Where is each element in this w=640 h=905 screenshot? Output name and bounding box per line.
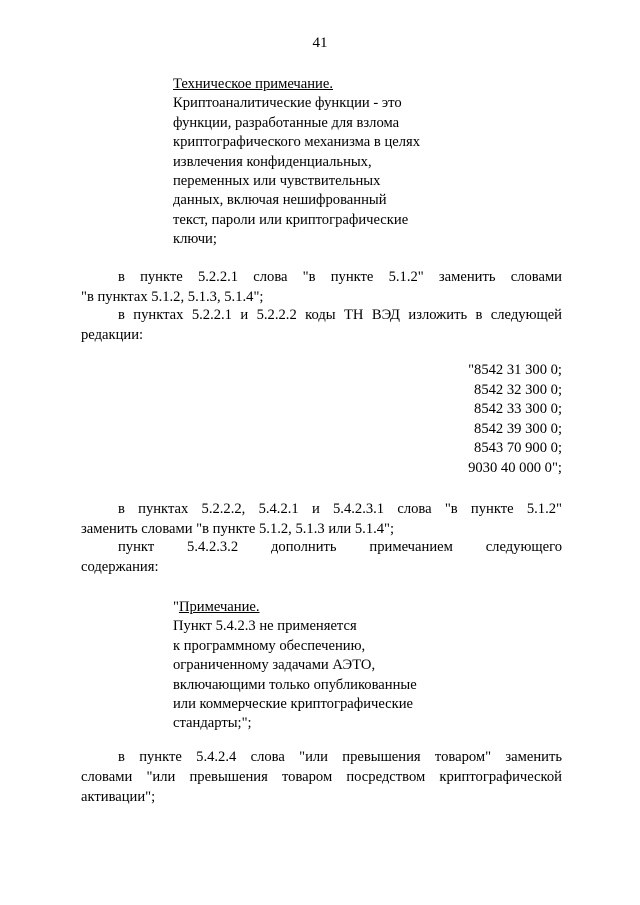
technical-note-line: Криптоаналитические функции - это	[173, 95, 402, 112]
note-line: включающими только опубликованные	[173, 676, 417, 693]
technical-note-line: переменных или чувствительных	[173, 173, 381, 190]
page-number: 41	[312, 35, 328, 51]
opening-quote: "	[173, 599, 179, 615]
technical-note-line: ключи;	[173, 231, 217, 248]
paragraph-line: в пункте 5.2.2.1 слова "в пункте 5.1.2" заменить словами	[118, 269, 562, 285]
customs-codes-list	[454, 361, 562, 479]
note-block	[173, 598, 473, 734]
technical-note-line: данных, включая нешифрованный	[173, 192, 387, 209]
paragraph-line: заменить словами "в пункте 5.1.2, 5.1.3 или 5.1.4";	[81, 520, 395, 537]
note-line: стандарты;";	[173, 715, 252, 732]
technical-note-line: функции, разработанные для взлома	[173, 114, 400, 131]
technical-note-line: извлечения конфиденциальных,	[173, 153, 372, 170]
amendment-paragraph-5-2-2-1	[81, 268, 562, 308]
paragraph-line: активации";	[81, 788, 156, 805]
paragraph-line: в пунктах 5.2.2.2, 5.4.2.1 и 5.4.2.3.1 слова "в пункте 5.1.2"	[118, 501, 562, 517]
customs-code: 9030 40 000 0";	[468, 459, 562, 476]
technical-note-line: криптографического механизма в целях	[173, 134, 421, 151]
paragraph-line: пункт 5.4.2.3.2 дополнить примечанием следующего	[118, 539, 562, 555]
technical-note-line: текст, пароли или криптографические	[173, 211, 409, 228]
note-line: Пункт 5.4.2.3 не применяется	[173, 618, 357, 635]
paragraph-line: в пунктах 5.2.2.1 и 5.2.2.2 коды ТН ВЭД изложить в следующей	[118, 307, 562, 323]
technical-note-title: Техническое примечание.	[173, 76, 333, 92]
paragraph-line: редакции:	[81, 326, 144, 343]
paragraph-line: содержания:	[81, 558, 159, 575]
paragraph-line: словами "или превышения товаром посредством криптографической	[81, 768, 562, 785]
paragraph-line: "в пунктах 5.1.2, 5.1.3, 5.1.4";	[81, 288, 264, 305]
amendment-paragraph-5-4-2-3-2	[81, 538, 562, 578]
customs-code: 8543 70 900 0;	[474, 440, 562, 457]
customs-code: "8542 31 300 0;	[468, 362, 562, 378]
amendment-paragraph-codes	[81, 306, 562, 346]
note-title-line	[173, 598, 473, 617]
customs-code: 8542 33 300 0;	[474, 401, 562, 418]
paragraph-line: в пункте 5.4.2.4 слова "или превышения товаром" заменить	[118, 749, 562, 765]
customs-code: 8542 32 300 0;	[474, 381, 562, 398]
note-title: Примечание.	[178, 599, 260, 615]
note-line: или коммерческие криптографические	[173, 696, 414, 713]
amendment-paragraph-5-4-2-4	[81, 748, 562, 807]
technical-note	[173, 75, 473, 250]
note-line: ограниченному задачами АЭТО,	[173, 657, 376, 674]
amendment-paragraph-5-2-2-2	[81, 500, 562, 540]
customs-code: 8542 39 300 0;	[474, 420, 562, 437]
note-line: к программному обеспечению,	[173, 637, 366, 654]
